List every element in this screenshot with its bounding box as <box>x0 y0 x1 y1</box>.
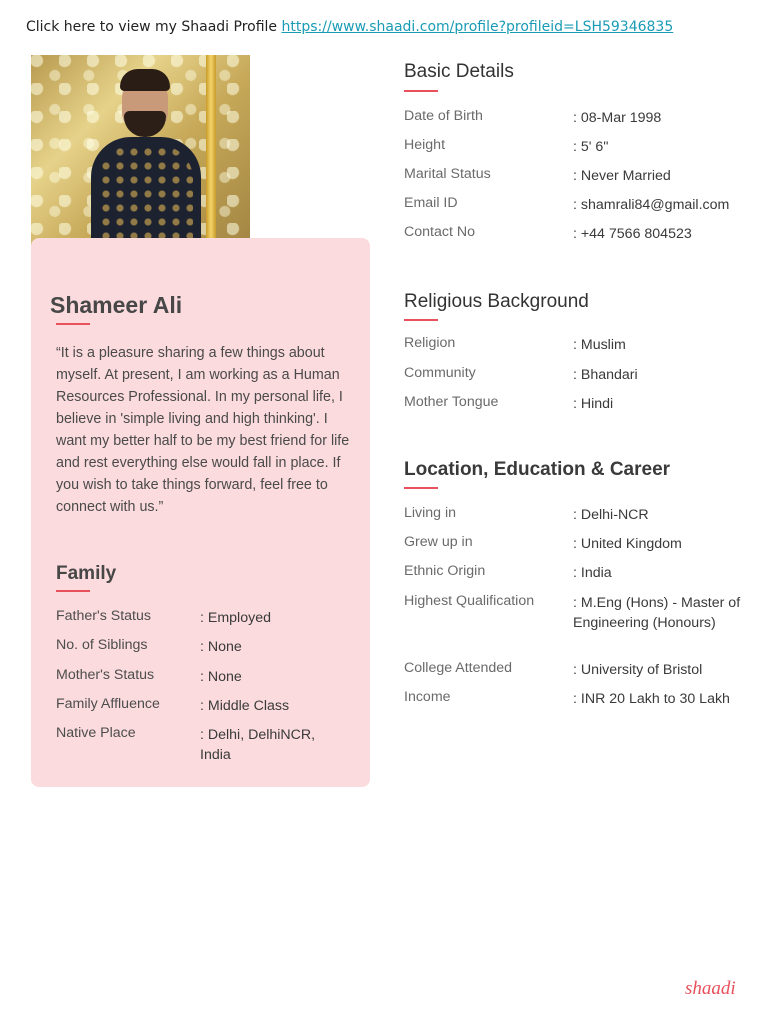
family-value: : Middle Class <box>200 698 290 714</box>
basic-label: Marital Status <box>404 166 491 182</box>
career-value: : M.Eng (Hons) - Master of Engineering (Honours) <box>573 595 741 631</box>
basic-label: Contact No <box>404 224 475 240</box>
basic-value: : 08-Mar 1998 <box>573 110 662 126</box>
religious-label: Community <box>404 365 476 381</box>
family-label: Native Place <box>56 725 136 741</box>
basic-value: : shamrali84@gmail.com <box>573 197 730 213</box>
family-label: Father's Status <box>56 608 151 624</box>
family-label: No. of Siblings <box>56 637 148 653</box>
family-value: : Employed <box>200 610 271 626</box>
career-value: : India <box>573 565 612 581</box>
basic-details-underline <box>404 90 438 92</box>
family-underline <box>56 590 90 592</box>
career-value: : United Kingdom <box>573 536 682 552</box>
profile-link[interactable]: https://www.shaadi.com/profile?profileid=LSH59346835 <box>281 19 674 35</box>
basic-label: Email ID <box>404 195 458 211</box>
religious-value: : Bhandari <box>573 367 638 383</box>
religious-value: : Hindi <box>573 396 614 412</box>
career-title: Location, Education & Career <box>404 459 671 480</box>
family-label: Family Affluence <box>56 696 160 712</box>
religious-background-title: Religious Background <box>404 291 589 312</box>
religious-value: : Muslim <box>573 337 626 353</box>
career-value: : Delhi-NCR <box>573 507 649 523</box>
basic-details-title: Basic Details <box>404 61 514 82</box>
career-label: College Attended <box>404 660 513 676</box>
career-label: Grew up in <box>404 534 473 550</box>
profile-link-line <box>26 19 673 35</box>
career-label: Income <box>404 689 451 705</box>
basic-label: Date of Birth <box>404 108 483 124</box>
career-label: Ethnic Origin <box>404 563 486 579</box>
career-value: : INR 20 Lakh to 30 Lakh <box>573 691 730 707</box>
religious-background-underline <box>404 319 438 321</box>
family-label: Mother's Status <box>56 667 155 683</box>
basic-value: : 5' 6" <box>573 139 609 155</box>
about-text: “It is a pleasure sharing a few things about myself. At present, I am working as a Human Resources Professional. In my personal life, I believe in 'simple living and high thinking'. I want my better half to be my best friend for life and rest everything else would fall in place. If you wish to take things forward, feel free to connect with us.” <box>56 345 350 515</box>
religious-label: Religion <box>404 335 456 351</box>
family-value: : None <box>200 639 242 655</box>
career-label: Highest Qualification <box>404 593 535 609</box>
basic-label: Height <box>404 137 446 153</box>
shaadi-logo: shaadi <box>685 978 736 999</box>
profile-link-text: Click here to view my Shaadi Profile <box>26 19 278 35</box>
family-value: : None <box>200 669 242 685</box>
profile-name: Shameer Ali <box>50 292 183 318</box>
basic-value: : Never Married <box>573 168 671 184</box>
career-underline <box>404 487 438 489</box>
career-value: : University of Bristol <box>573 662 703 678</box>
family-title: Family <box>56 563 117 584</box>
name-underline <box>56 323 90 325</box>
family-value: : Delhi, DelhiNCR, India <box>200 727 316 763</box>
religious-label: Mother Tongue <box>404 394 499 410</box>
career-label: Living in <box>404 505 457 521</box>
profile-photo <box>31 55 250 262</box>
basic-value: : +44 7566 804523 <box>573 226 692 242</box>
